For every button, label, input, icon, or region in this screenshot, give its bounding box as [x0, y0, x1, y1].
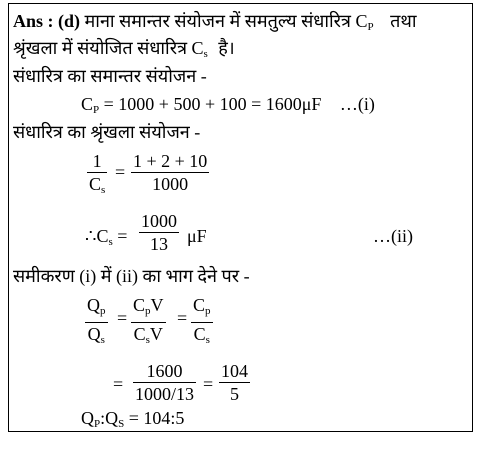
line2-text: श्रृंखला में संयोजित संधारित्र C — [13, 38, 204, 58]
fraction-numerator: 1600 — [146, 361, 183, 381]
fraction-numerator: 104 — [221, 361, 248, 381]
fraction-numerator: 1 + 2 + 10 — [133, 151, 208, 171]
cs-sub: s — [101, 184, 106, 196]
fraction-denominator — [132, 323, 165, 351]
fraction-c-ratio — [191, 294, 213, 351]
fraction-denominator: 1000/13 — [135, 384, 195, 404]
parallel-equation — [81, 94, 375, 120]
fraction-denominator — [86, 323, 107, 351]
therefore-symbol: ∴C — [85, 226, 109, 246]
q-sub: P — [94, 418, 101, 430]
fraction-numerator — [191, 294, 213, 322]
fraction-denominator — [192, 323, 212, 351]
fraction-1600 — [133, 360, 196, 405]
q-sub: p — [100, 305, 106, 317]
c-symbol: C — [193, 295, 206, 315]
parallel-heading: संधारित्र का समान्तर संयोजन - — [13, 66, 207, 86]
c-sub: p — [145, 305, 151, 317]
final-value: = 104:5 — [128, 408, 185, 428]
fraction-1-over-cs — [87, 150, 107, 201]
cp-symbol: C — [81, 94, 94, 114]
fraction-numerator — [131, 294, 166, 322]
parallel-rhs: = 1000 + 500 + 100 = 1600μF — [103, 94, 322, 114]
fraction-numerator: 1000 — [141, 211, 177, 231]
q-symbol: Q — [87, 324, 101, 344]
q-sub: s — [100, 334, 105, 346]
q-symbol: Q — [81, 408, 94, 428]
c-symbol: C — [133, 324, 146, 344]
fraction-q-ratio — [85, 294, 108, 351]
q-symbol: Q — [87, 295, 100, 315]
line1-sub: P — [367, 21, 374, 33]
final-ratio — [81, 408, 184, 434]
ratio-colon: :Q — [100, 408, 119, 428]
ans-label: Ans : — [13, 11, 54, 31]
fraction-denominator: 13 — [150, 234, 168, 254]
c-sub: p — [205, 305, 211, 317]
option-label: (d) — [58, 11, 81, 31]
answer-box — [8, 3, 473, 432]
equals-sign: = — [115, 162, 126, 182]
fraction-cv-ratio — [131, 294, 166, 351]
answer-line-2 — [13, 38, 235, 64]
line1-text: माना समान्तर संयोजन में समतुल्य संधारित्र C — [84, 11, 368, 31]
fraction-sum — [131, 150, 209, 195]
fraction-104-5 — [219, 360, 250, 405]
fraction-denominator — [87, 173, 107, 201]
cs-sub: s — [108, 236, 113, 248]
therefore-cs: $\therefore C_s$ = — [85, 226, 128, 248]
line1-tail: तथा — [390, 11, 417, 31]
answer-line-1 — [13, 11, 417, 37]
c-symbol: C — [193, 324, 206, 344]
equals-sign: = — [177, 308, 188, 328]
cp-sub: P — [93, 104, 100, 116]
fraction-numerator — [85, 294, 108, 322]
fraction-numerator: 1 — [92, 151, 102, 171]
c-sub: s — [205, 334, 210, 346]
c-sub: s — [145, 334, 150, 346]
fraction-denominator: 5 — [230, 384, 239, 404]
eq-tag-ii: …(ii) — [373, 226, 413, 246]
v-symbol: V — [150, 295, 164, 315]
unit-uf: μF — [187, 226, 207, 246]
equals-sign: = — [117, 308, 128, 328]
line2-tail: है। — [218, 38, 235, 58]
equals-sign: = — [113, 374, 124, 394]
cs-symbol: C — [89, 174, 102, 194]
equals-sign: = — [203, 374, 214, 394]
v-symbol: V — [149, 324, 163, 344]
q-sub: S — [118, 418, 125, 430]
fraction-denominator: 1000 — [152, 174, 189, 194]
series-heading: संधारित्र का श्रृंखला संयोजन - — [13, 122, 201, 142]
fraction-1000-13 — [139, 210, 179, 255]
c-symbol: C — [133, 295, 146, 315]
line2-sub: s — [203, 48, 208, 60]
eq-tag-i: …(i) — [339, 94, 375, 114]
ratio-heading: समीकरण (i) में (ii) का भाग देने पर - — [13, 266, 250, 286]
